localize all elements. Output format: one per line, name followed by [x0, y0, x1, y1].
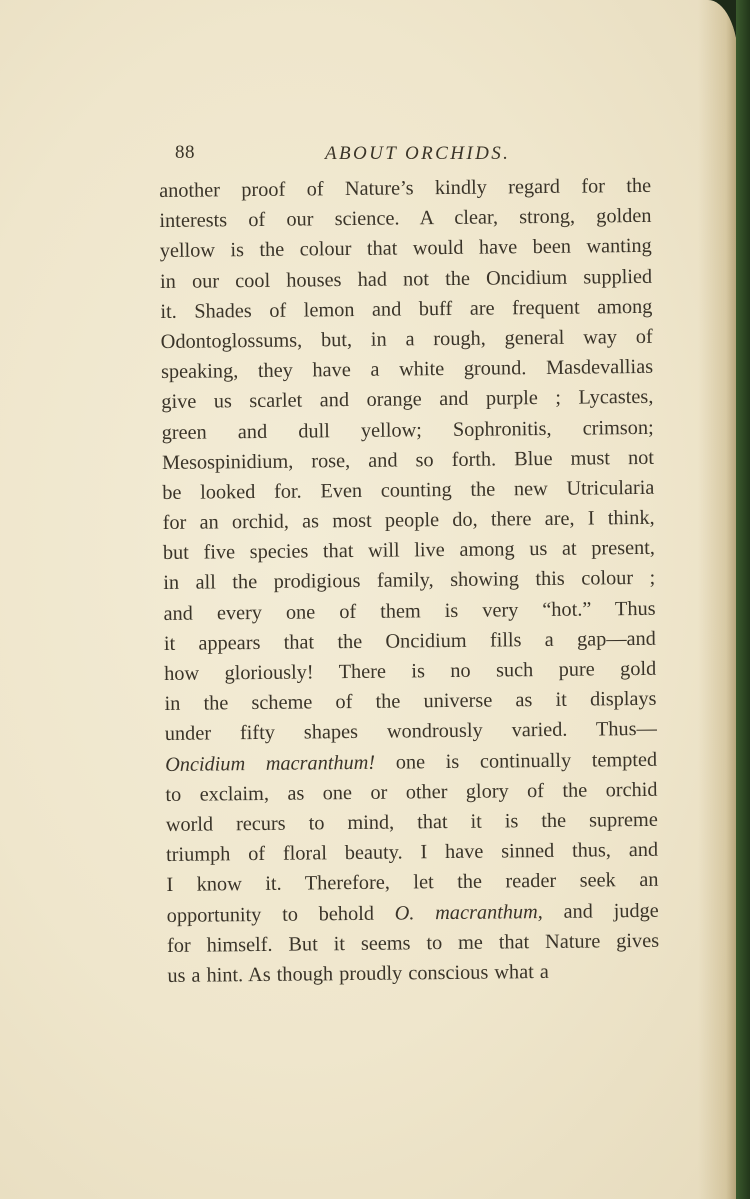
text-segment: I know it. Therefore, let the reader seek an [166, 869, 659, 897]
text-segment: Mesospinidium, rose, and so forth. Blue must not [161, 446, 655, 474]
running-title: ABOUT ORCHIDS. [325, 143, 511, 164]
text-segment: to exclaim, as one or other glory of the orchid [165, 778, 658, 806]
text-segment: yellow is the colour that would have been wanting [159, 235, 652, 263]
text-segment: and judge [542, 899, 659, 923]
text-segment: and every one of them is very “hot.” Thus [163, 597, 656, 625]
text-line [167, 956, 659, 991]
text-segment: another proof of Nature’s kindly regard for the [159, 174, 652, 202]
text-segment: for himself. But it seems to me that Nature gives [166, 929, 660, 957]
text-segment: Odontoglossums, but, in a rough, general way of [160, 325, 653, 353]
text-line [165, 714, 657, 749]
text-segment: it appears that the Oncidium fills a gap—and [163, 627, 656, 655]
text-line [166, 865, 658, 900]
book-cover-edge [736, 0, 750, 1199]
text-segment: speaking, they have a white ground. Masdevallias [160, 355, 654, 384]
text-line [163, 593, 655, 628]
text-line [167, 895, 659, 930]
text-line [160, 261, 652, 296]
text-segment: how gloriously! There is no such pure gold [164, 657, 657, 685]
page-number: 88 [175, 142, 195, 163]
text-segment: world recurs to mind, that it is the supreme [165, 808, 658, 836]
text-segment: for an orchid, as most people do, there are, I think, [162, 506, 655, 535]
text-line [161, 382, 653, 417]
text-line [162, 412, 654, 447]
text-segment: opportunity to behold [166, 902, 395, 927]
text-segment: but five species that will live among us at present, [162, 537, 656, 565]
text-segment: it. Shades of lemon and buff are frequent among [160, 295, 653, 323]
text-segment: in all the prodigious family, showing this colour ; [163, 567, 656, 595]
text-line [162, 443, 654, 478]
text-segment: under fifty shapes wondrously varied. Thus— [164, 718, 657, 746]
text-line [167, 925, 659, 960]
text-segment: interests of our science. A clear, strong, golden [159, 205, 652, 233]
text-segment: triumph of floral beauty. I have sinned thus, and [165, 838, 659, 867]
text-segment: give us scarlet and orange and purple ; Lycastes, [161, 386, 654, 414]
body-text [159, 171, 660, 991]
text-segment: green and dull yellow; Sophronitis, crimson; [161, 416, 654, 444]
text-line [160, 231, 652, 266]
text-segment: us a hint. As though proudly conscious what a [167, 960, 549, 987]
text-segment: be looked for. Even counting the new Utricularia [162, 476, 655, 504]
text-line [165, 744, 657, 779]
italic-text: O. macranthum, [394, 900, 543, 925]
italic-text: Oncidium macranthum! [165, 751, 376, 776]
text-segment: one is continually tempted [374, 748, 658, 774]
text-segment: in our cool houses had not the Oncidium supplied [159, 265, 653, 293]
text-line [163, 563, 655, 598]
text-segment: in the scheme of the universe as it displays [164, 688, 657, 716]
